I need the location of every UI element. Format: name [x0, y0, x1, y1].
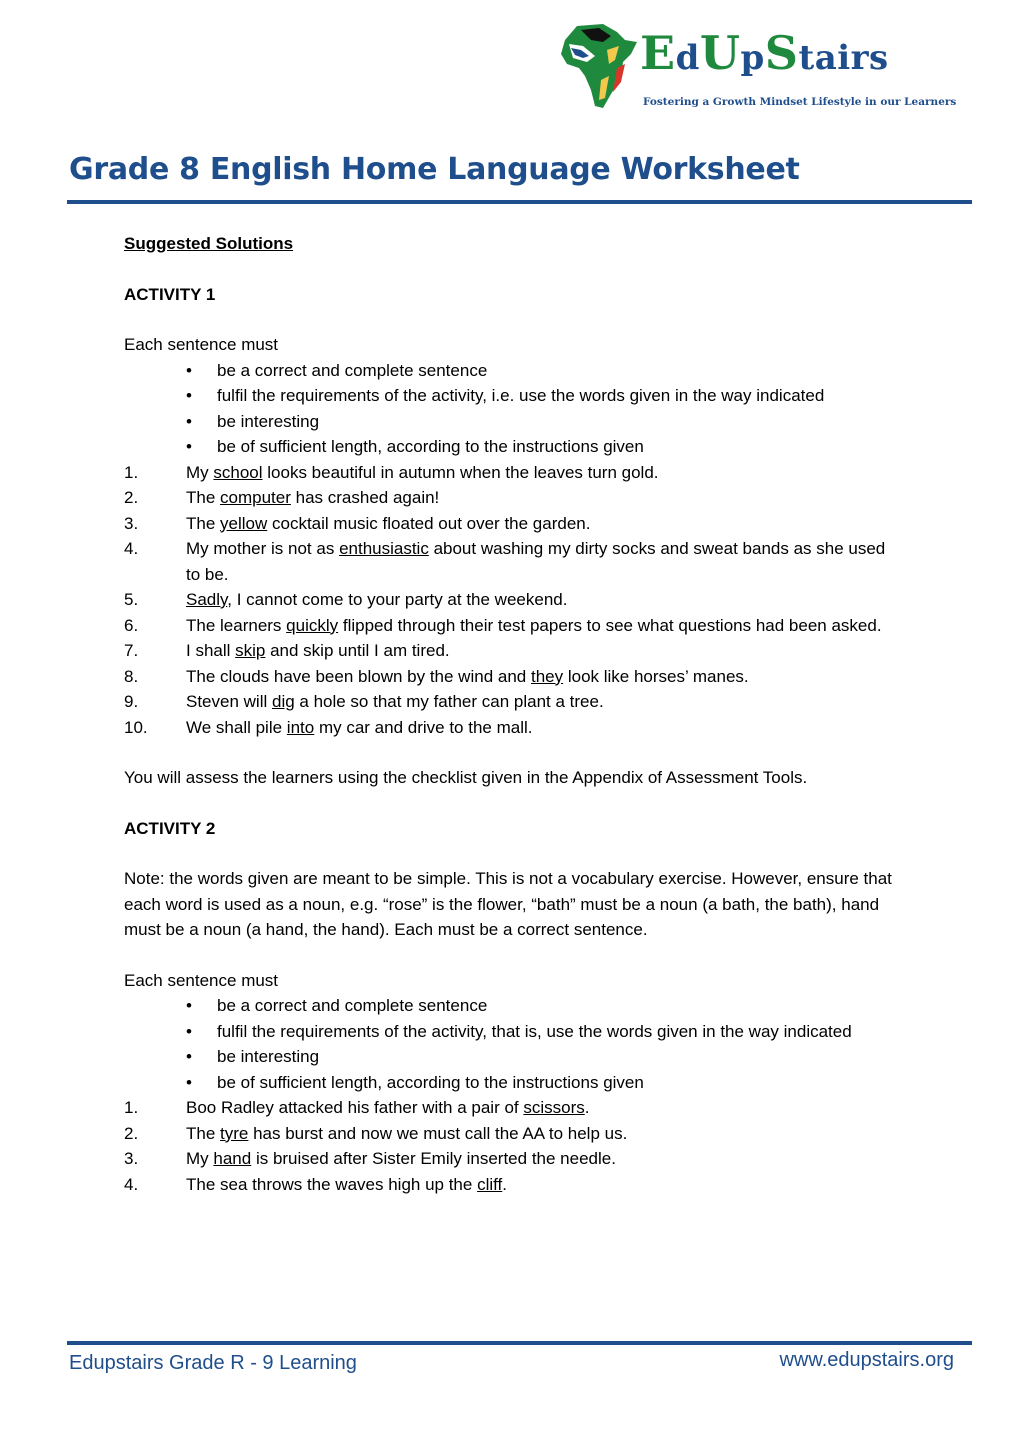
- activity-1-intro: Each sentence must: [124, 335, 279, 354]
- target-word: Sadly: [186, 590, 228, 609]
- list-item: [124, 689, 904, 715]
- footer-divider: [67, 1341, 972, 1345]
- page-title: Grade 8 English Home Language Worksheet: [69, 152, 800, 187]
- list-item: [124, 511, 904, 537]
- list-item: [124, 1172, 904, 1198]
- sentence-end: and skip until I am tired.: [265, 641, 450, 660]
- logo-letters-tairs: tairs: [798, 38, 889, 78]
- sentence-end: is bruised after Sister Emily inserted the needle.: [251, 1149, 616, 1168]
- sentence-end: looks beautiful in autumn when the leaves turn gold.: [262, 462, 659, 482]
- worksheet-body: [124, 231, 904, 1197]
- sentence-end: look like horses’ manes.: [563, 666, 749, 686]
- list-item: [124, 638, 904, 664]
- logo-letter-s: S: [764, 26, 799, 80]
- target-word: yellow: [220, 513, 268, 533]
- sentence-start: The: [186, 513, 221, 533]
- list-item: [124, 460, 904, 486]
- list-item: [124, 536, 904, 587]
- logo-letter-d: d: [675, 38, 700, 78]
- list-item: • be interesting: [217, 1044, 904, 1070]
- item-number: 3.: [124, 1149, 139, 1168]
- sentence-start: Boo Radley attacked his father with a pair of: [186, 1098, 524, 1117]
- sentence-end: .: [502, 1174, 507, 1194]
- list-item: • fulfil the requirements of the activity, that is, use the words given in the way indicated: [217, 1019, 904, 1045]
- sentence-end: my car and drive to the mall.: [314, 717, 533, 737]
- target-word: computer: [220, 488, 291, 507]
- footer-brand-text: Edupstairs Grade R - 9 Learning: [69, 1352, 357, 1374]
- sentence-start: My: [186, 462, 214, 482]
- target-word: into: [286, 717, 315, 737]
- target-word: cliff: [477, 1174, 503, 1194]
- sentence-start: Steven will: [186, 692, 272, 711]
- sentence-end: a hole so that my father can plant a tree.: [294, 692, 604, 711]
- list-item: • be of sufficient length, according to the instructions given: [217, 434, 904, 460]
- sentence-start: The clouds have been blown by the wind and: [186, 666, 531, 686]
- item-number: 2.: [124, 1123, 139, 1143]
- list-item: [124, 1146, 904, 1172]
- list-item: [124, 664, 904, 690]
- list-item: [124, 1121, 904, 1147]
- activity-1-criteria-list: [124, 358, 904, 460]
- sentence-start: We shall pile: [186, 717, 287, 737]
- logo-letter-u: U: [699, 26, 741, 80]
- list-item: • fulfil the requirements of the activity, i.e. use the words given in the way indicated: [217, 383, 904, 409]
- logo-letter-p: p: [740, 38, 765, 78]
- item-number: 10.: [124, 717, 148, 737]
- list-item: • be a correct and complete sentence: [217, 993, 904, 1019]
- logo-letter-e: E: [640, 26, 676, 80]
- sentence-start: My: [186, 1149, 214, 1168]
- sentence-end: .: [584, 1098, 590, 1117]
- list-item: [124, 613, 904, 639]
- sentence-start: My mother is not as: [186, 539, 340, 558]
- item-number: 1.: [124, 462, 139, 482]
- sentence-start: The learners: [186, 615, 287, 635]
- target-word: they: [530, 666, 564, 686]
- item-number: 7.: [124, 641, 139, 660]
- logo-tagline: Fostering a Growth Mindset Lifestyle in our Learners: [643, 96, 957, 108]
- sentence-end: , I cannot come to your party at the weekend.: [227, 590, 568, 609]
- footer-website-link[interactable]: www.edupstairs.org: [779, 1349, 954, 1371]
- target-word: scissors: [523, 1098, 585, 1117]
- list-item: [124, 1095, 904, 1121]
- sentence-start: I shall: [186, 641, 236, 660]
- activity-1-answers: [124, 460, 904, 741]
- africa-map-icon: [555, 20, 645, 112]
- header-divider: [67, 200, 972, 204]
- logo-wordmark: [640, 26, 889, 80]
- activity-2-answers: [124, 1095, 904, 1197]
- list-item: [124, 587, 904, 613]
- list-item: [124, 485, 904, 511]
- activity-1-heading: ACTIVITY 1: [124, 284, 216, 304]
- item-number: 4.: [124, 1174, 139, 1194]
- edupstairs-logo: [555, 20, 975, 112]
- activity-2-criteria-list: [124, 993, 904, 1095]
- item-number: 9.: [124, 692, 139, 711]
- target-word: enthusiastic: [339, 539, 429, 558]
- list-item: • be of sufficient length, according to the instructions given: [217, 1070, 904, 1096]
- target-word: hand: [213, 1149, 252, 1168]
- target-word: quickly: [286, 615, 339, 635]
- activity-1-closing: You will assess the learners using the checklist given in the Appendix of Assessment Tools.: [124, 768, 808, 787]
- sentence-start: The: [186, 1123, 221, 1143]
- item-number: 2.: [124, 488, 139, 507]
- item-number: 8.: [124, 666, 139, 686]
- list-item: • be a correct and complete sentence: [217, 358, 904, 384]
- activity-2-intro: Each sentence must: [124, 970, 279, 990]
- item-number: 1.: [124, 1098, 139, 1117]
- item-number: 6.: [124, 615, 139, 635]
- suggested-solutions-heading: Suggested Solutions: [124, 234, 294, 253]
- target-word: skip: [235, 641, 266, 660]
- sentence-end: flipped through their test papers to see what questions had been asked.: [338, 615, 882, 635]
- list-item: • be interesting: [217, 409, 904, 435]
- item-number: 3.: [124, 513, 139, 533]
- list-item: [124, 715, 904, 741]
- sentence-end: cocktail music floated out over the garden.: [267, 513, 591, 533]
- activity-2-note: Note: the words given are meant to be simple. This is not a vocabulary exercise. However, ensure that each word is used as a noun, e.g. “rose” is the flower, “bath” must be a noun (a bath, the bath), hand must be a noun (a hand, the hand). Each must be a correct sentence.: [124, 869, 892, 939]
- item-number: 5.: [124, 590, 139, 609]
- sentence-start: The sea throws the waves high up the: [186, 1174, 478, 1194]
- activity-2-heading: ACTIVITY 2: [124, 818, 216, 838]
- target-word: dig: [271, 692, 295, 711]
- sentence-end: has crashed again!: [290, 488, 440, 507]
- target-word: tyre: [220, 1123, 249, 1143]
- sentence-end: has burst and now we must call the AA to help us.: [248, 1123, 628, 1143]
- item-number: 4.: [124, 539, 139, 558]
- sentence-end: about washing my dirty socks and sweat bands as she used to be.: [186, 539, 886, 584]
- sentence-start: The: [186, 488, 221, 507]
- target-word: school: [213, 462, 263, 482]
